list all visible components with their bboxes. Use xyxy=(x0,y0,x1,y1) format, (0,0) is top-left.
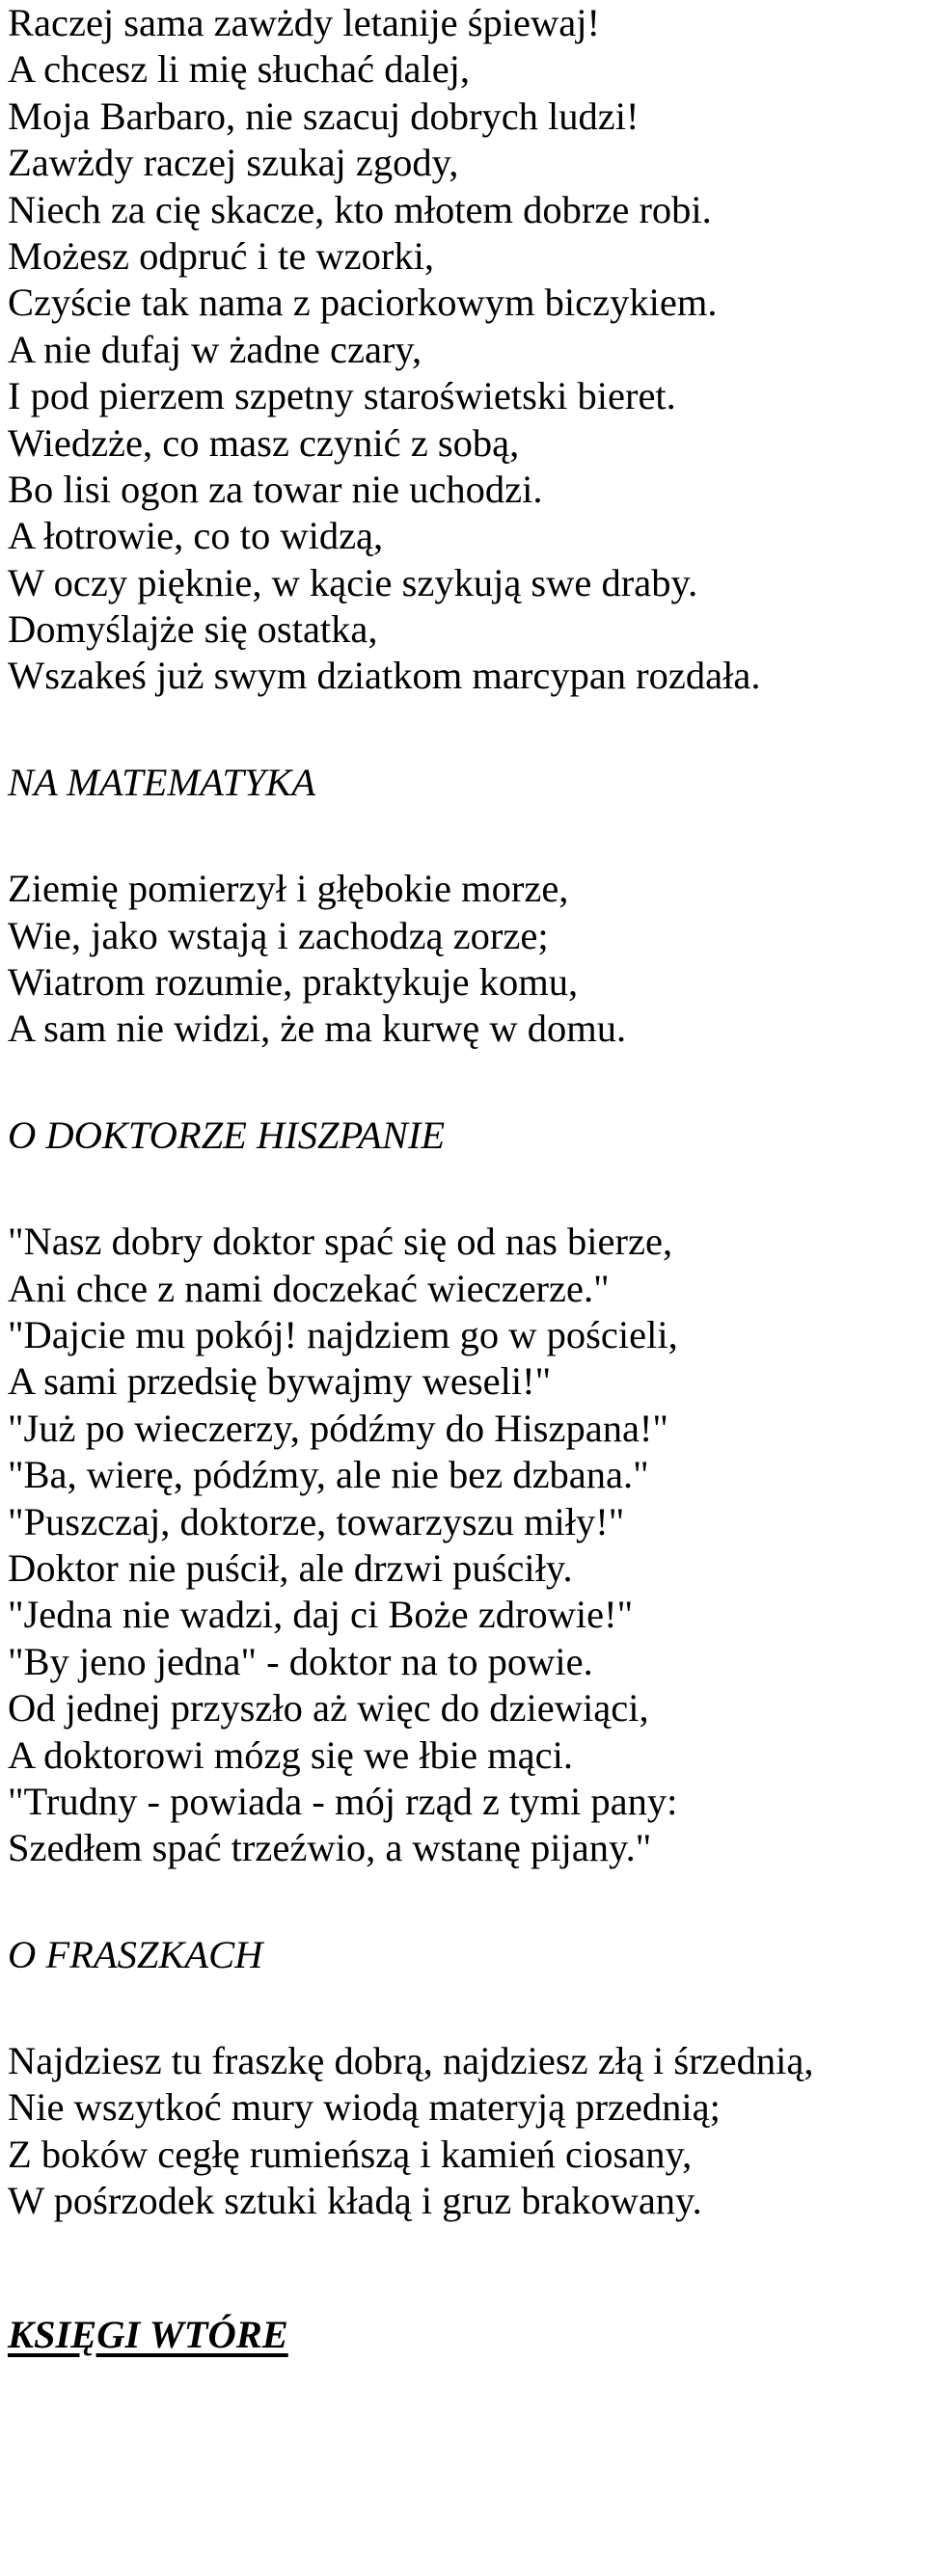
section-title: O DOKTORZE HISZPANIE xyxy=(8,1113,446,1157)
poem-line: Z boków cegłę rumieńszą i kamień ciosany, xyxy=(8,2132,693,2176)
poem-line: Wie, jako wstają i zachodzą zorze; xyxy=(8,913,549,957)
poem-line: "Ba, wierę, pódźmy, ale nie bez dzbana." xyxy=(8,1453,649,1497)
poem-line: Domyślajże się ostatka, xyxy=(8,607,378,652)
poem-line: Moja Barbaro, nie szacuj dobrych ludzi! xyxy=(8,94,640,138)
poem-line: A sami przedsię bywajmy weseli!" xyxy=(8,1359,552,1404)
book-heading: KSIĘGI WTÓRE xyxy=(8,2312,288,2356)
poem-line: A sam nie widzi, że ma kurwę w domu. xyxy=(8,1006,627,1051)
poem-line: A chcesz li mię słuchać dalej, xyxy=(8,47,471,92)
poem-line: "Jedna nie wadzi, daj ci Boże zdrowie!" xyxy=(8,1593,634,1637)
poem-line: Bo lisi ogon za towar nie uchodzi. xyxy=(8,467,543,511)
section-lines xyxy=(8,1219,919,1871)
poem-line: Doktor nie puścił, ale drzwi puściły. xyxy=(8,1545,573,1590)
poem-line: Raczej sama zawżdy letanije śpiewaj! xyxy=(8,1,600,44)
poem-line: "Już po wieczerzy, pódźmy do Hiszpana!" xyxy=(8,1406,668,1450)
poem-line: Wiedzże, co masz czynić z sobą, xyxy=(8,420,520,465)
poem-line: Możesz odpruć i te wzorki, xyxy=(8,233,434,278)
section-title: NA MATEMATYKA xyxy=(8,760,316,804)
poem-line: "Dajcie mu pokój! najdziem go w pościeli, xyxy=(8,1312,678,1356)
poem-line: Wiatrom rozumie, praktykuje komu, xyxy=(8,960,579,1005)
poem-line: A doktorowi mózg się we łbie mąci. xyxy=(8,1732,574,1777)
poem-line: Ziemię pomierzył i głębokie morze, xyxy=(8,867,569,911)
poem-line: "Trudny - powiada - mój rząd z tymi pany: xyxy=(8,1779,678,1823)
section-lines xyxy=(8,2038,919,2225)
poem-line: W pośrzodek sztuki kładą i gruz brakowany. xyxy=(8,2179,702,2223)
stanza-lines xyxy=(8,0,919,700)
document-page xyxy=(8,0,919,2358)
section-lines xyxy=(8,866,919,1053)
poem-line: Ani chce z nami doczekać wieczerze." xyxy=(8,1266,610,1310)
poem-line: A nie dufaj w żadne czary, xyxy=(8,327,422,371)
poem-line: "By jeno jedna" - doktor na to powie. xyxy=(8,1639,593,1683)
section-title: O FRASZKACH xyxy=(8,1932,263,1976)
poem-line: Najdziesz tu fraszkę dobrą, najdziesz złą i śrzednią, xyxy=(8,2039,814,2083)
poem-line: A łotrowie, co to widzą, xyxy=(8,514,384,558)
poem-line: Zawżdy raczej szukaj zgody, xyxy=(8,141,459,185)
poem-line: "Puszczaj, doktorze, towarzyszu miły!" xyxy=(8,1499,625,1543)
poem-line: W oczy pięknie, w kącie szykują swe draby. xyxy=(8,560,698,604)
poem-line: "Nasz dobry doktor spać się od nas bierze, xyxy=(8,1220,673,1264)
poem-line: Wszakeś już swym dziatkom marcypan rozdała. xyxy=(8,654,761,698)
poem-line: Niech za cię skacze, kto młotem dobrze robi. xyxy=(8,187,712,231)
poem-line: Czyście tak nama z paciorkowym biczykiem. xyxy=(8,281,718,325)
poem-line: Od jednej przyszło aż więc do dziewiąci, xyxy=(8,1686,649,1731)
poem-line: I pod pierzem szpetny staroświetski bieret. xyxy=(8,374,676,418)
poem-line: Nie wszytkoć mury wiodą materyją przednią; xyxy=(8,2085,721,2130)
poem-line: Szedłem spać trzeźwio, a wstanę pijany." xyxy=(8,1826,652,1870)
